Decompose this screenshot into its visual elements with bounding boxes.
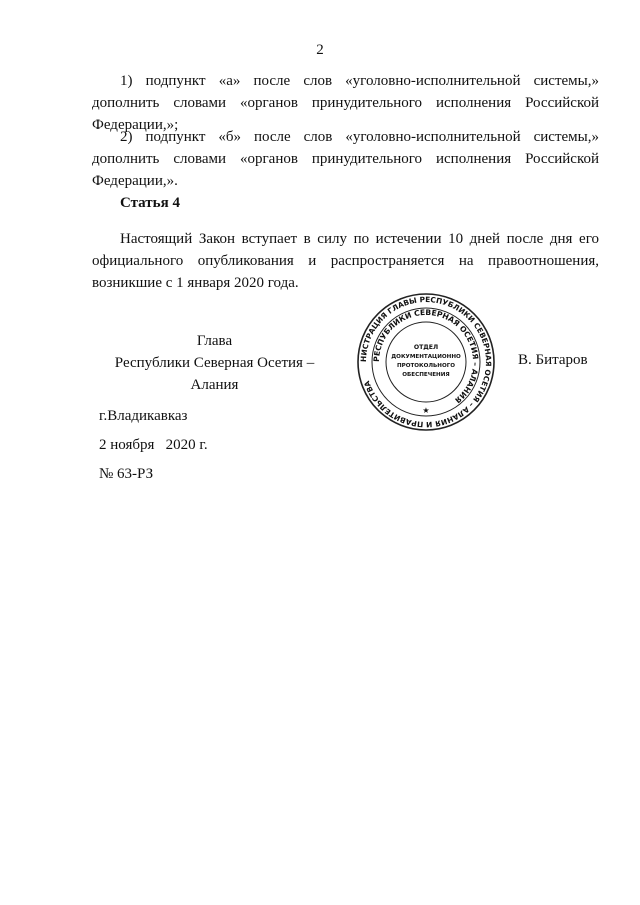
signatory-title [92, 330, 337, 396]
page-number: 2 [316, 42, 324, 58]
paragraph-effective-date: Настоящий Закон вступает в силу по истечении 10 дней после дня его официального опубликования и распространяется на правоотношения, возникшие с 1 января 2020 года. [92, 231, 599, 291]
seal-center-line4: ОБЕСПЕЧЕНИЯ [402, 372, 450, 378]
seal-center-line2: ДОКУМЕНТАЦИОННО [391, 354, 461, 360]
seal-center-line3: ПРОТОКОЛЬНОГО [396, 363, 456, 369]
seal-star-icon: ★ [422, 406, 430, 415]
official-seal [356, 292, 496, 432]
seal-inner-ring-text: РЕСПУБЛИКИ СЕВЕРНАЯ ОСЕТИЯ – АЛАНИЯ [371, 307, 481, 405]
article-heading: Статья 4 [120, 195, 180, 211]
paragraph-subitem-a: 1) подпункт «а» после слов «уголовно-исполнительной системы,» дополнить словами «органов принудительного исполнения Российской Федерации,»; [92, 73, 599, 133]
seal-outer-ring-text: НИСТРАЦИЯ ГЛАВЫ РЕСПУБЛИКИ СЕВЕРНАЯ ОСЕТИЯ – АЛАНИЯ И ПРАВИТЕЛЬСТВА [358, 294, 494, 430]
issue-date: 2 ноября 2020 г. [99, 437, 208, 453]
signatory-title-line1: Глава [196, 333, 233, 349]
law-number: № 63-РЗ [99, 466, 154, 482]
paragraph-subitem-b: 2) подпункт «б» после слов «уголовно-исполнительной системы,» дополнить словами «органов принудительного исполнения Российской Федерации,». [92, 129, 599, 189]
signatory-title-line2: Республики Северная Осетия – Алания [114, 355, 315, 393]
signatory-name: В. Битаров [518, 352, 588, 368]
seal-center-line1: ОТДЕЛ [413, 344, 439, 351]
issue-city: г.Владикавказ [99, 408, 188, 424]
